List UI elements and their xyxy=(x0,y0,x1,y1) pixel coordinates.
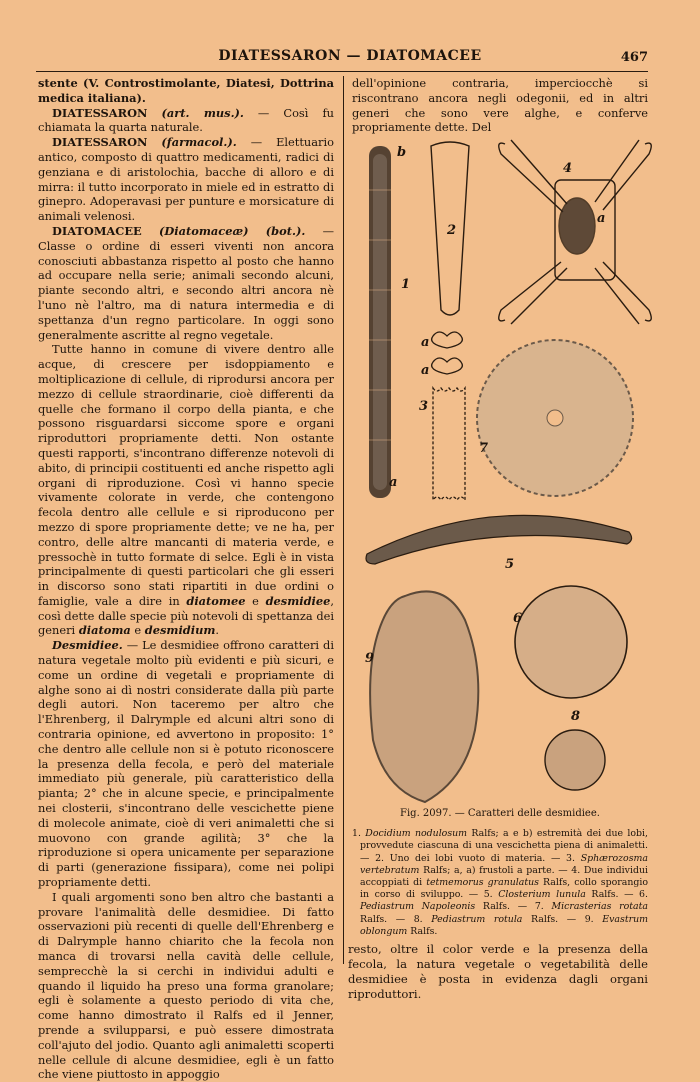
paragraph-argomenti: I quali argomenti sono ben altro che bastanti a provare l'animalità delle desmidiee. Di fatto osservazioni più recenti di quelle dell'Ehrenberg e di Dalrymple hanno chiarito che la fecola non manca di trovarsi nella cavità delle cellule, semprecchè la si cerchi in individui adulti e quando il liquido ha preso una forma granolare; egli è solamente a questo periodo di vita che, come hanno dimostrato il Ralfs ed il Jenner, prende a svilupparsi, e può essere dimostrata coll'ajuto del jodio. Quanto agli animaletti scoperti nelle cellule di alcune desmidiee, egli è un fatto che viene piuttosto in appoggio xyxy=(38,889,334,1082)
micrasterias-drawing xyxy=(477,340,633,496)
sphaerozosma-drawing xyxy=(432,332,465,500)
entry-diatessaron-music: DIATESSARON (art. mus.). — Così fu chiamata la quarta naturale. xyxy=(38,105,334,135)
tetmemorus-drawing xyxy=(499,140,652,324)
fig-label-5: 5 xyxy=(505,557,515,572)
right-column-top xyxy=(352,76,648,135)
pediastrum-napoleonis-drawing xyxy=(515,586,627,698)
illustration-svg xyxy=(345,130,655,810)
evastrum-drawing xyxy=(370,591,478,802)
fig-label-a3: a xyxy=(421,335,430,350)
figure-caption xyxy=(352,808,648,938)
closterium-drawing xyxy=(366,515,632,564)
paragraph-tutte: Tutte hanno in comune di vivere dentro alle acque, di crescere per isdoppiamento e moltiplicazione di cellule, di riprodursi ancora per mezzo di cellule straordinarie, cioè differenti da quelle che formano il corpo della pianta, e che possono risguardarsi siccome spore e organi riproduttori propriamente detti. Non ostante questi rapporti, s'incontrano differenze notevoli di abito, di principii costituenti ed anche rispetto agli organi di riproduzione. Così vi hanno specie vivamente colorate in verde, che contengono fecola dentro alle cellule e si riproducono per mezzo di spore propriamente dette; ve ne ha, per contro, delle altre mancanti di materia verde, e pressochè in tutto formate di selce. Egli è in vista principalmente di questi particolari che gli esseri in discorso sono stati ripartiti in due ordini o famiglie, vale a dire in diatomee e desmidiee, così dette dalle specie più notevoli di spettanza dei generi diatoma e desmidium. xyxy=(38,342,335,638)
paragraph-desmidiee: Desmidiee. — Le desmidiee offrono caratteri di natura vegetale molto più evidenti e più sicuri, e come un ordine di vegetali e propriamente di alghe sono ai dì nostri considerate dalla più parte degli autori. Non taceremo per altro che l'Ehrenberg, il Dalrymple ed alcuni altri sono di contraria opinione, ed avvertono in proposito: 1° che dentro alle cellule non si è potuto riconoscere la presenza della fecola, e però del materiale immediato più generale, più caratteristico della pianta; 2° che in alcune specie, e principalmente nei closterii, s'incontrano delle vescichette piene di molecole animate, cioè di veri animaletti che si muovono con grande agilità; 3° che la riproduzione si opera unicamente per separazione di parti (generazione fissipara), come nei polipi propriamente detti. xyxy=(38,638,334,890)
fig-label-a1: a xyxy=(389,475,398,490)
fig-label-7: 7 xyxy=(479,441,489,456)
entry-diatomacee: DIATOMACEE (Diatomaceæ) (bot.). — Classe o ordine di esseri viventi non ancora conosciuti abbastanza rispetto al posto che hanno ad occupare nella serie; animali secondo alcuni, piante secondo altri, e secondo altri ancora nè l'uno nè l'altro, ma di natura intermedia e di spettanza d'un regno particolare. In oggi sono generalmente ascritte al regno vegetale. xyxy=(38,223,335,342)
paragraph-continuation: stente (V. Controstimolante, Diatesi, Dottrina medica italiana). xyxy=(38,76,334,105)
header-rule xyxy=(36,71,648,72)
left-column xyxy=(38,76,335,1082)
entry-diatessaron-pharma: DIATESSARON (farmacol.). — Elettuario antico, composto di quattro medicamenti, radici di genziana e di aristolochia, bacche di alloro e di mirra: il tutto incorporato in miele ed in estratto di ginepro. Adoperavasi per punture e morsicature di animali velenosi. xyxy=(38,135,335,224)
fig-label-4: 4 xyxy=(563,161,573,176)
fig-label-a4: a xyxy=(421,363,430,378)
paragraph-resto: resto, oltre il color verde e la presenza della fecola, la natura vegetale o vegetabilità delle desmidiee è posta in evidenza dagli organi riproduttori. xyxy=(348,942,648,1001)
caption-legend: 1. Docidium nodulosum Ralfs; a e b) estremità dei due lobi, provvedute ciascuna di una vescichetta piena di animaletti. — 2. Uno dei lobi vuoto di materia. — 3. Sphærozosma vertebratum Ralfs; a, a) frustoli a parte. — 4. Due individui accoppiati di tetmemorus granulatus Ralfs, collo sporangio in corso di sviluppo. — 5. Closterium lunula Ralfs. — 6. Pediastrum Napoleonis Ralfs. — 7. Micrasterias rotata Ralfs. — 8. Pediastrum rotula Ralfs. — 9. Evastrum oblongum Ralfs. xyxy=(352,828,648,937)
docidium-drawing xyxy=(369,146,391,498)
fig-label-1: 1 xyxy=(401,277,411,292)
paragraph-contraria: dell'opinione contraria, imperciocchè si riscontrano ancora negli odegonii, ed in altri generi che sono vere alghe, e conferve propriamente dette. Del xyxy=(352,76,648,135)
fig-label-8: 8 xyxy=(571,709,581,724)
fig-label-9: 9 xyxy=(365,651,375,666)
fig-label-2: 2 xyxy=(447,223,457,238)
fig-label-6: 6 xyxy=(513,611,523,626)
fig-label-3: 3 xyxy=(419,399,429,414)
caption-title: Fig. 2097. — Caratteri delle desmidiee. xyxy=(400,808,600,819)
running-title: DIATESSARON — DIATOMACEE xyxy=(218,48,482,64)
page-header xyxy=(0,48,700,70)
page-number: 467 xyxy=(620,50,648,65)
pediastrum-rotula-drawing xyxy=(545,730,605,790)
fig-label-a2: a xyxy=(597,211,606,226)
desmid-illustration xyxy=(345,130,655,810)
fig-label-b: b xyxy=(397,145,407,160)
column-divider xyxy=(343,76,344,964)
right-column-bottom xyxy=(348,942,648,1002)
